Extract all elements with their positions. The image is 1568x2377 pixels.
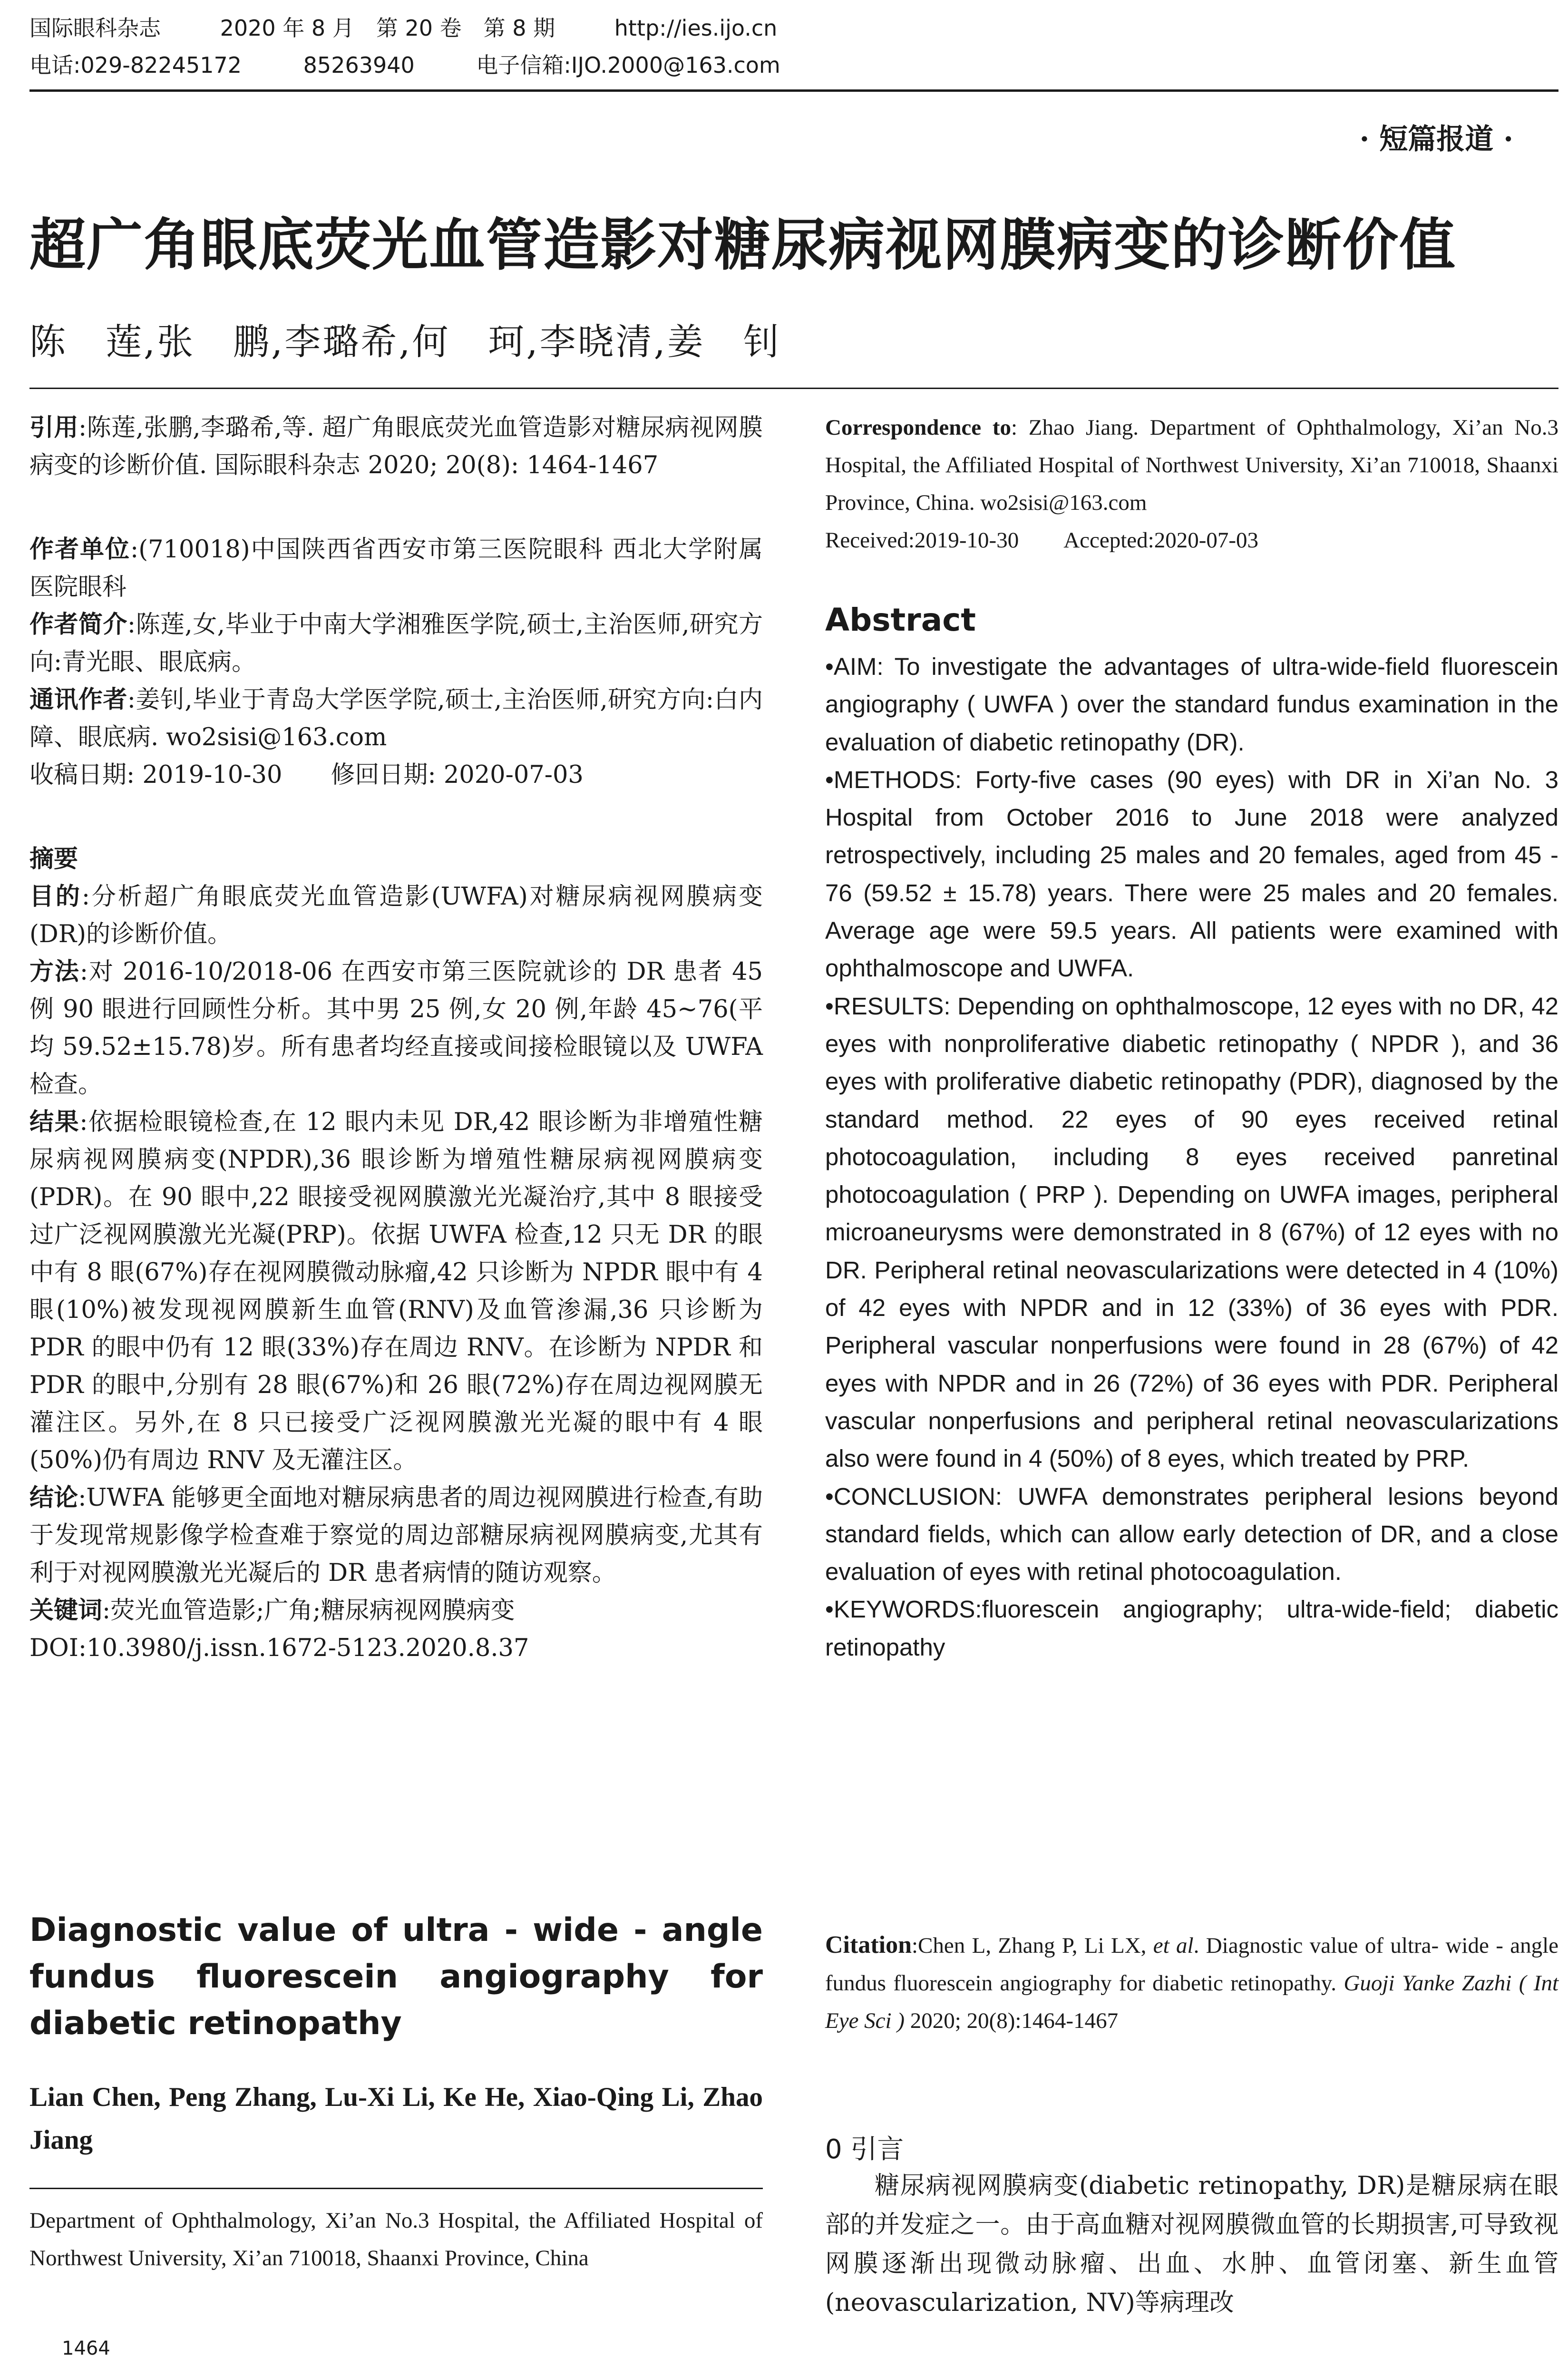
intro-paragraph: 糖尿病视网膜病变(diabetic retinopathy, DR)是糖尿病在眼部的并发症之一。由于高血糖对视网膜微血管的长期损害,可导致视网膜逐渐出现微动脉瘤、出血、水肿、血管闭塞、新生血管(neovascularization, NV)等病理改: [825, 2172, 1558, 2317]
citation-en: Citation:Chen L, Zhang P, Li LX, et al. Diagnostic value of ultra- wide - angle fundus fluorescein angiography for diabetic retinopathy. Guoji Yanke Zazhi ( Int Eye Sci ) 2020; 20(8):1464-1467: [825, 1931, 1558, 2033]
authors-cn: 陈 莲,张 鹏,李璐希,何 珂,李晓清,姜 钊: [29, 321, 781, 363]
journal-name-italic: Guoji Yanke Zazhi ( Int Eye Sci ): [825, 1971, 1558, 2033]
received-accepted: Received:2019-10-30 Accepted:2020-07-03: [825, 528, 1259, 553]
abstract-methods-cn: 方法:对 2016-10/2018-06 在西安市第三医院就诊的 DR 患者 45 例 90 眼进行回顾性分析。其中男 25 例,女 20 例,年龄 45~76(平均 59.52±15.78)岁。所有患者均经直接或间接检眼镜以及 UWFA 检查。: [29, 958, 763, 1099]
received-dates: 收稿日期: 2019-10-30 修回日期: 2020-07-03: [29, 761, 584, 789]
citation-cn: 引用:陈莲,张鹏,李璐希,等. 超广角眼底荧光血管造影对糖尿病视网膜病变的诊断价值. 国际眼科杂志 2020; 20(8): 1464-1467: [29, 414, 763, 479]
doi: DOI:10.3980/j.issn.1672-5123.2020.8.37: [29, 1634, 529, 1662]
correspondence-label: Correspondence to: [825, 415, 1011, 440]
left-column: [29, 409, 763, 1667]
intro-heading: 0 引言: [825, 2134, 904, 2165]
journal-url[interactable]: http://ies.ijo.cn: [614, 15, 778, 41]
affiliation-rule: [29, 2188, 763, 2189]
abstract-heading-en: Abstract: [825, 602, 976, 638]
abstract-conclusion-cn: 结论:UWFA 能够更全面地对糖尿病患者的周边视网膜进行检查,有助于发现常规影像学检查难于察觉的周边部糖尿病视网膜病变,尤其有利于对视网膜激光光凝后的 DR 患者病情的随访观察。: [29, 1484, 763, 1587]
phone-number-2: 85263940: [303, 52, 415, 78]
abstract-heading-cn: 摘要: [29, 845, 78, 873]
author-unit: 作者单位:(710018)中国陕西省西安市第三医院眼科 西北大学附属医院眼科: [29, 536, 763, 601]
header-rule: [29, 89, 1558, 92]
abstract-results-en: • RESULTS: Depending on ophthalmoscope, 12 eyes with no DR, 42 eyes with nonproliferative diabetic retinopathy ( NPDR ), and 36 eyes with proliferative diabetic retinopathy (PDR), diagnosed by the standard method. 22 eyes of 90 eyes received retinal photocoagulation, including 8 eyes received panretinal photocoagulation ( PRP ). Depending on UWFA images, peripheral microaneurysms were demonstrated in 8 (67%) of 12 eyes with no DR. Peripheral retinal neovascularizations were detected in 4 (10%) of 42 eyes with NPDR and in 12 (33%) of 36 eyes with PDR. Peripheral vascular nonperfusions were found in 28 (67%) of 42 eyes with NPDR and in 26 (72%) of 36 eyes with PDR. Peripheral vascular nonperfusions and peripheral retinal neovascularizations also were found in 4 (50%) of 8 eyes, which treated by PRP.: [825, 987, 1558, 1478]
page-number: 1464: [62, 2338, 110, 2359]
abstract-methods-en: • METHODS: Forty-five cases (90 eyes) with DR in Xi’an No. 3 Hospital from October 2016 to June 2018 were analyzed retrospectively, including 25 males and 20 females, aged from 45 - 76 (59.52 ± 15.78) years. There were 25 males and 20 females. Average age were 59.5 years. All patients were examined with ophthalmoscope and UWFA.: [825, 761, 1558, 987]
running-header-line1: [29, 13, 777, 43]
issue-info: 2020 年 8 月 第 20 卷 第 8 期: [220, 15, 555, 41]
keywords-cn: 关键词:荧光血管造影;广角;糖尿病视网膜病变: [29, 1597, 515, 1625]
abstract-results-cn: 结果:依据检眼镜检查,在 12 眼内未见 DR,42 眼诊断为非增殖性糖尿病视网膜病变(NPDR),36 眼诊断为增殖性糖尿病视网膜病变(PDR)。在 90 眼中,22 眼接受视网膜激光光凝治疗,其中 8 眼接受过广泛视网膜激光光凝(PRP)。依据 UWFA 检查,12 只无 DR 的眼中有 8 眼(67%)存在视网膜微动脉瘤,42 只诊断为 NPDR 眼中有 4 眼(10%)被发现视网膜新生血管(RNV)及血管渗漏,36 只诊断为 PDR 的眼中仍有 12 眼(33%)存在周边 RNV。在诊断为 NPDR 和 PDR 的眼中,分别有 28 眼(67%)和 26 眼(72%)存在周边视网膜无灌注区。另外,在 8 只已接受广泛视网膜激光光凝的眼中有 4 眼(50%)仍有周边 RNV 及无灌注区。: [29, 1108, 763, 1474]
phone-number: 电话:029-82245172: [29, 52, 242, 78]
contact-email: 电子信箱:IJO.2000@163.com: [476, 52, 780, 78]
running-header-line2: [29, 50, 780, 80]
correspondence-block: Correspondence to: Zhao Jiang. Department of Ophthalmology, Xi’an No.3 Hospital, the Affiliated Hospital of Northwest University, Xi’an 710018, Shaanxi Province, China. wo2sisi@163.com Received:2019-10-30 Accepted:2020-07-03: [825, 409, 1558, 559]
abstract-aim-en: • AIM: To investigate the advantages of ultra-wide-field fluorescein angiography ( UWFA ) over the standard fundus examination in the evaluation of diabetic retinopathy (DR).: [825, 648, 1558, 761]
corresponding-author: 通讯作者:姜钊,毕业于青岛大学医学院,硕士,主治医师,研究方向:白内障、眼底病. wo2sisi@163.com: [29, 686, 763, 751]
citation-label: 引用: [29, 414, 78, 442]
authors-en: Lian Chen, Peng Zhang, Lu-Xi Li, Ke He, Xiao-Qing Li, Zhao Jiang: [29, 2082, 763, 2155]
article-title-en: Diagnostic value of ultra - wide - angle fundus fluorescein angiography for diabetic retinopathy: [29, 1911, 763, 2042]
title-rule: [29, 388, 1558, 389]
abstract-aim-cn: 目的:分析超广角眼底荧光血管造影(UWFA)对糖尿病视网膜病变(DR)的诊断价值。: [29, 883, 763, 948]
abstract-conclusion-en: • CONCLUSION: UWFA demonstrates peripheral lesions beyond standard fields, which can allow early detection of DR, and a close evaluation of eyes with retinal photocoagulation.: [825, 1478, 1558, 1591]
affiliation-en: Department of Ophthalmology, Xi’an No.3 Hospital, the Affiliated Hospital of Northwest University, Xi’an 710018, Shaanxi Province, China: [29, 2208, 763, 2270]
journal-name: 国际眼科杂志: [29, 15, 161, 41]
article-title-cn: 超广角眼底荧光血管造影对糖尿病视网膜病变的诊断价值: [29, 212, 1457, 278]
abstract-en: [825, 648, 1558, 1666]
citation-en-label: Citation: [825, 1931, 912, 1958]
keywords-en: • KEYWORDS:fluorescein angiography; ultra-wide-field; diabetic retinopathy: [825, 1590, 1558, 1666]
section-tag: · 短篇报道 ·: [1359, 123, 1513, 156]
author-bio: 作者简介:陈莲,女,毕业于中南大学湘雅医学院,硕士,主治医师,研究方向:青光眼、眼底病。: [29, 611, 763, 676]
